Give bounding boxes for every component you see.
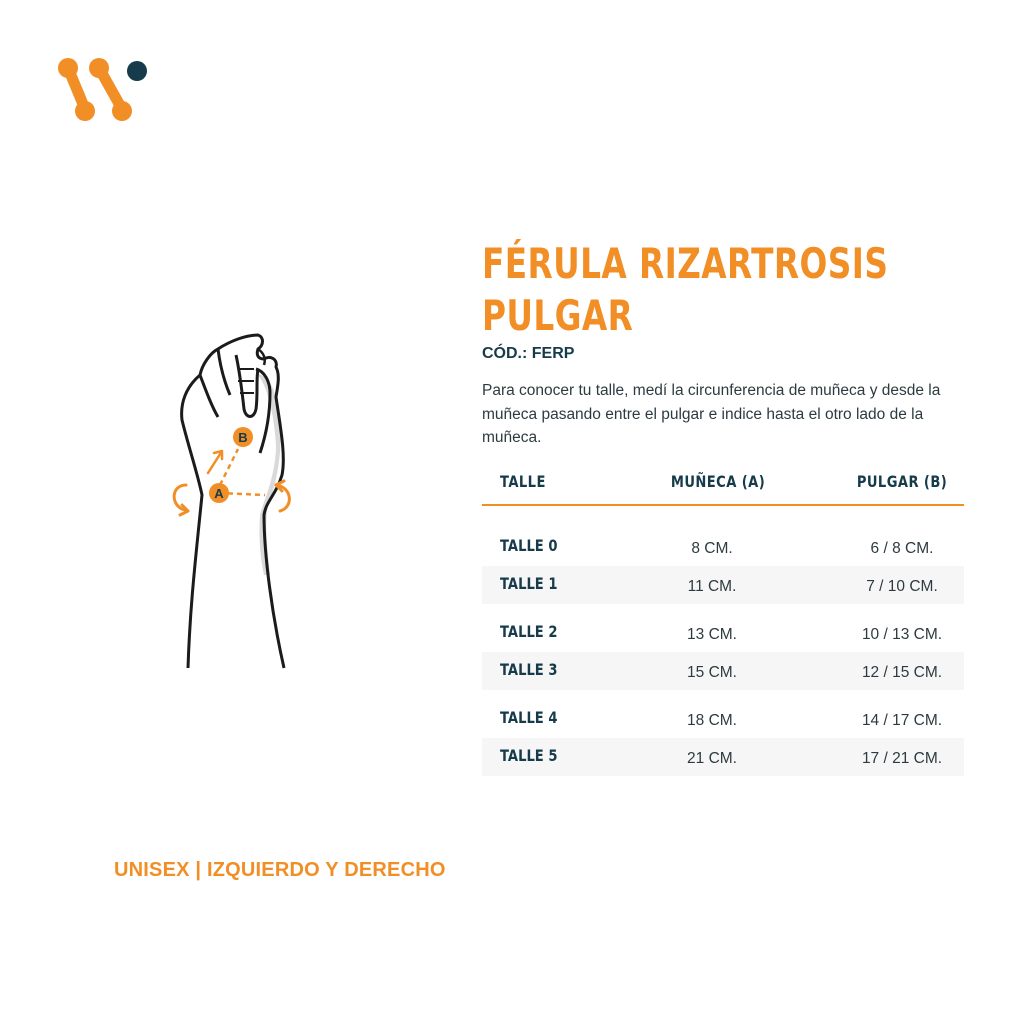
wrist-value: 13 CM.	[687, 626, 737, 643]
table-row	[482, 528, 964, 566]
marker-a	[209, 483, 229, 503]
table-row	[482, 700, 964, 738]
wrist-value: 21 CM.	[687, 750, 737, 767]
wrist-value: 15 CM.	[687, 664, 737, 681]
thumb-value: 6 / 8 CM.	[870, 540, 934, 557]
hand-measurement-illustration	[160, 325, 320, 675]
thumb-value: 17 / 21 CM.	[861, 750, 943, 767]
table-row	[482, 652, 964, 690]
brand-logo-mark	[52, 55, 152, 127]
size-label: TALLE 3	[500, 660, 558, 679]
size-label: TALLE 4	[500, 708, 558, 727]
size-label: TALLE 2	[500, 622, 558, 641]
header-thumb: PULGAR (B)	[856, 472, 948, 491]
size-label: TALLE 5	[500, 746, 558, 765]
sizing-instructions: Para conocer tu talle, medí la circunferencia de muñeca y desde la muñeca pasando entre el pulgar e indice hasta el otro lado de la muñeca.	[482, 382, 941, 446]
thumb-value: 14 / 17 CM.	[861, 712, 943, 729]
table-row	[482, 738, 964, 776]
product-title	[482, 238, 1002, 342]
product-code: CÓD.: FERP	[482, 345, 575, 362]
product-title-line2: PULGAR	[482, 291, 634, 340]
wrist-value: 18 CM.	[687, 712, 737, 729]
fit-note: UNISEX | IZQUIERDO Y DERECHO	[114, 859, 446, 881]
size-table	[482, 464, 964, 776]
thumb-value: 7 / 10 CM.	[866, 578, 938, 595]
table-header	[482, 464, 964, 506]
table-row	[482, 566, 964, 604]
size-label: TALLE 1	[500, 574, 558, 593]
svg-text:A: A	[214, 486, 224, 501]
size-label: TALLE 0	[500, 536, 558, 555]
svg-text:B: B	[238, 430, 248, 445]
product-title-line1: FÉRULA RIZARTROSIS	[482, 239, 889, 288]
thumb-value: 12 / 15 CM.	[861, 664, 943, 681]
header-wrist: MUÑECA (A)	[670, 472, 766, 491]
wrist-value: 11 CM.	[687, 578, 737, 595]
marker-b	[233, 427, 253, 447]
header-size: TALLE	[500, 472, 546, 491]
thumb-value: 10 / 13 CM.	[861, 626, 943, 643]
wrist-value: 8 CM.	[691, 540, 733, 557]
table-row	[482, 614, 964, 652]
